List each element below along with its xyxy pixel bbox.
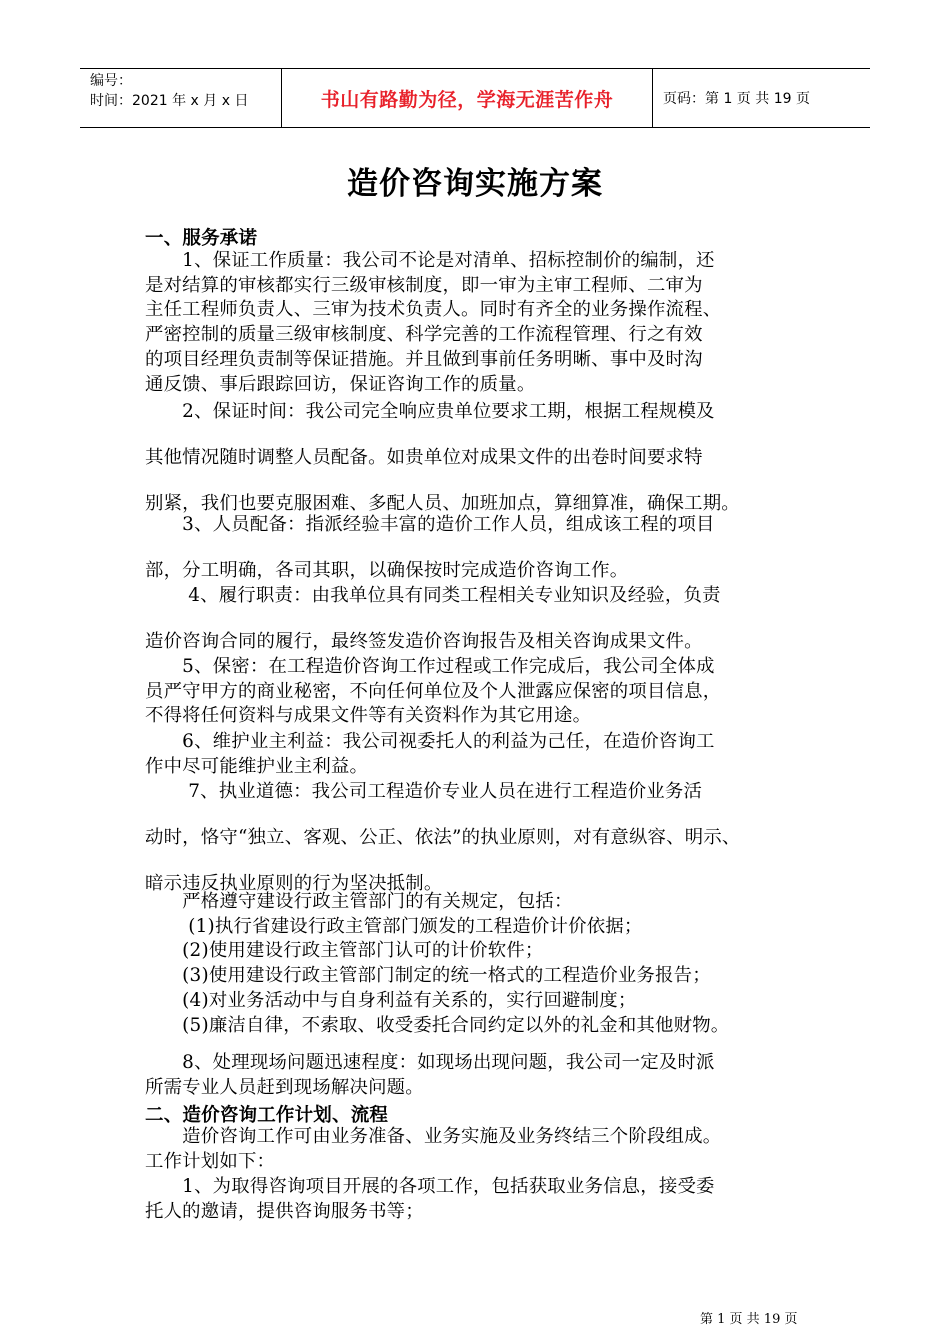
header-page-number: 页码：第 1 页 共 19 页 — [663, 91, 810, 107]
list-item: (4)对业务活动中与自身利益有关系的，实行回避制度； — [145, 989, 637, 1011]
line: 4、履行职责：由我单位具有同类工程相关专业知识及经验，负责 — [145, 585, 721, 606]
paragraph-1 — [145, 249, 825, 397]
time-label: 时间：2021 年 x 月 x 日 — [90, 93, 249, 109]
line: 员严守甲方的商业秘密，不向任何单位及个人泄露应保密的项目信息， — [145, 680, 722, 702]
paragraph-8 — [145, 890, 825, 1038]
line: 其他情况随时调整人员配备。如贵单位对成果文件的出卷时间要求特 — [145, 447, 703, 468]
line: 别紧，我们也要克服困难、多配人员、加班加点，算细算准，确保工期。 — [145, 493, 740, 514]
paragraph-9 — [145, 1051, 825, 1100]
section-heading-2: 二、造价咨询工作计划、流程 — [145, 1105, 389, 1126]
page-header — [80, 68, 870, 128]
line: 2、保证时间：我公司完全响应贵单位要求工期，根据工程规模及 — [145, 401, 715, 422]
line: 1、保证工作质量：我公司不论是对清单、招标控制价的编制，还 — [145, 250, 715, 271]
line: 8、处理现场问题迅速程度：如现场出现问题，我公司一定及时派 — [145, 1052, 715, 1073]
line: 1、为取得咨询项目开展的各项工作，包括获取业务信息，接受委 — [145, 1176, 715, 1197]
page-footer: 第 1 页 共 19 页 — [700, 1312, 798, 1327]
line: 6、维护业主利益：我公司视委托人的利益为己任，在造价咨询工 — [145, 731, 715, 752]
line: 严密控制的质量三级审核制度、科学完善的工作流程管理、行之有效 — [145, 324, 703, 346]
line: 部，分工明确，各司其职，以确保按时完成造价咨询工作。 — [145, 560, 629, 581]
document-title: 造价咨询实施方案 — [347, 166, 603, 202]
serial-label: 编号： — [90, 73, 132, 89]
header-meta — [80, 69, 282, 127]
line: 工作计划如下： — [145, 1150, 276, 1172]
line: 作中尽可能维护业主利益。 — [145, 755, 369, 777]
list-item: (5)廉洁自律，不索取、收受委托合同约定以外的礼金和其他财物。 — [145, 1014, 730, 1036]
line: 暗示违反执业原则的行为坚决抵制。 — [145, 873, 443, 894]
header-motto: 书山有路勤为径，学海无涯苦作舟 — [282, 69, 653, 127]
line: 动时，恪守“独立、客观、公正、依法”的执业原则，对有意纵容、明示、 — [145, 827, 741, 848]
line: 造价咨询合同的履行，最终签发造价咨询报告及相关咨询成果文件。 — [145, 631, 703, 652]
line: 的项目经理负责制等保证措施。并且做到事前任务明晰、事中及时沟 — [145, 348, 703, 370]
line: 造价咨询工作可由业务准备、业务实施及业务终结三个阶段组成。 — [145, 1126, 722, 1147]
line: 3、人员配备：指派经验丰富的造价工作人员，组成该工程的项目 — [145, 514, 715, 535]
line: 不得将任何资料与成果文件等有关资料作为其它用途。 — [145, 705, 592, 727]
section-heading-1: 一、服务承诺 — [145, 228, 258, 249]
line: 托人的邀请，提供咨询服务书等； — [145, 1200, 424, 1222]
list-item: (1)执行省建设行政主管部门颁发的工程造价计价依据； — [145, 915, 643, 937]
line: 所需专业人员赶到现场解决问题。 — [145, 1076, 424, 1098]
paragraph-4 — [145, 573, 825, 665]
line: 严格遵守建设行政主管部门的有关规定，包括： — [145, 891, 573, 912]
paragraph-7 — [145, 769, 825, 907]
line: 7、执业道德：我公司工程造价专业人员在进行工程造价业务活 — [145, 781, 703, 802]
paragraph-11 — [145, 1175, 825, 1224]
line: 5、保密：在工程造价咨询工作过程或工作完成后，我公司全体成 — [145, 656, 715, 677]
line: 通反馈、事后跟踪回访，保证咨询工作的质量。 — [145, 373, 536, 395]
list-item: (3)使用建设行政主管部门制定的统一格式的工程造价业务报告； — [145, 965, 711, 987]
paragraph-5 — [145, 655, 825, 729]
line: 是对结算的审核都实行三级审核制度，即一审为主审工程师、二审为 — [145, 274, 703, 296]
list-item: (2)使用建设行政主管部门认可的计价软件； — [145, 940, 544, 962]
line: 主任工程师负责人、三审为技术负责人。同时有齐全的业务操作流程、 — [145, 299, 722, 321]
paragraph-10 — [145, 1125, 825, 1174]
